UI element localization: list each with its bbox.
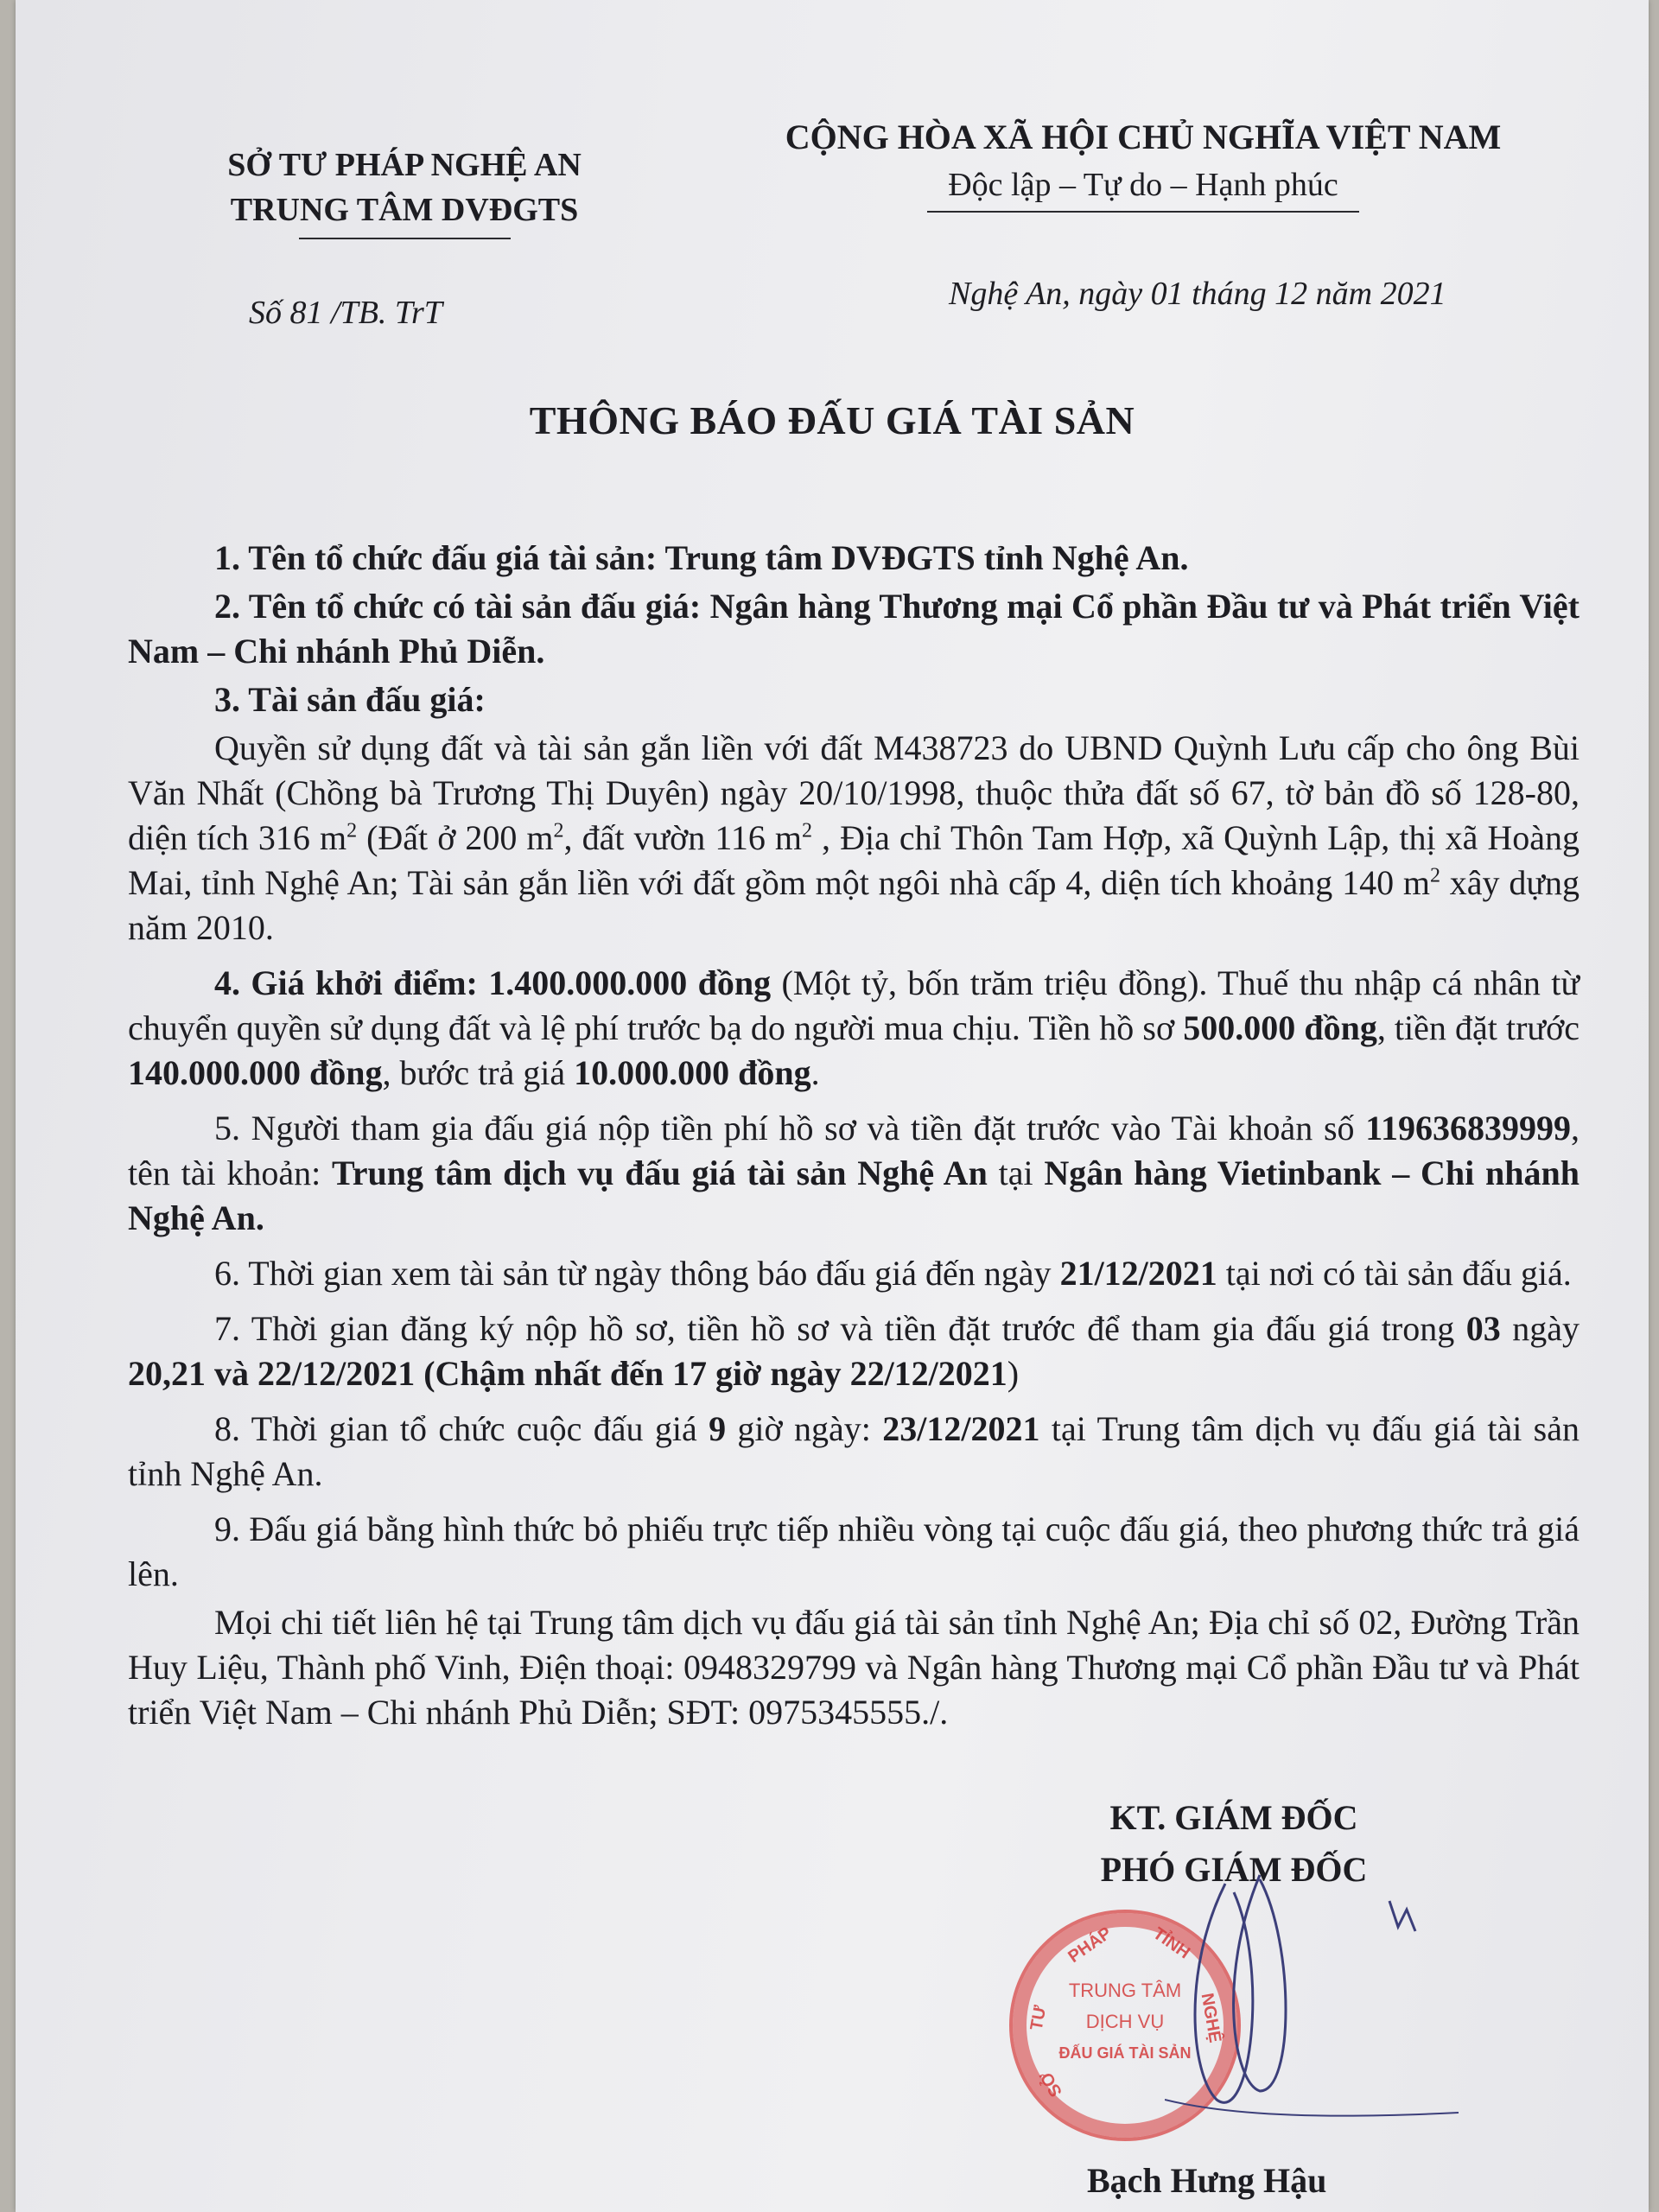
- superscript: 2: [553, 819, 564, 842]
- seal-ring-text: TƯ: [1027, 2004, 1051, 2032]
- item-3-label: [128, 677, 1580, 722]
- item-5-text: 5. Người tham gia đấu giá nộp tiền phí hồ sơ và tiền đặt trước vào Tài khoản số: [214, 1109, 1366, 1147]
- item-8: [128, 1407, 1580, 1497]
- seal-center-line: DỊCH VỤ: [1085, 2011, 1165, 2032]
- contact-text: Mọi chi tiết liên hệ tại Trung tâm dịch vụ đấu giá tài sản tỉnh Nghệ An; Địa chỉ số 02, Đường Trần Huy Liệu, Thành phố Vinh, Điện thoại: 0948329799 và Ngân hàng Thương mại Cổ phần Đầu tư và Phát triển Việt Nam – Chi nhánh Phủ Diễn; SĐT: 0975345555./.: [128, 1603, 1580, 1732]
- agency-underline: [299, 238, 511, 239]
- item-5: [128, 1106, 1580, 1241]
- item-3-label-text: 3. Tài sản đấu giá:: [214, 680, 486, 719]
- auction-date: 23/12/2021: [882, 1409, 1040, 1448]
- agency-name: TRUNG TÂM DVĐGTS: [230, 192, 579, 228]
- item-6-text: 6. Thời gian xem tài sản từ ngày thông báo đấu giá đến ngày: [214, 1254, 1060, 1293]
- starting-price: 1.400.000.000 đồng: [488, 963, 772, 1002]
- seal-ring-text: NGHỆ: [1197, 1992, 1225, 2044]
- item-4: [128, 961, 1580, 1096]
- document-body: [128, 536, 1580, 1745]
- dossier-fee: 500.000 đồng: [1183, 1008, 1377, 1047]
- item-7-text: 7. Thời gian đăng ký nộp hồ sơ, tiền hồ sơ và tiền đặt trước để tham gia đấu giá trong: [214, 1309, 1466, 1348]
- handwritten-signature: [1165, 1866, 1476, 2126]
- contact-info: [128, 1600, 1580, 1735]
- superscript: 2: [1430, 864, 1440, 887]
- item-1: [128, 536, 1580, 581]
- registration-days: 03: [1465, 1309, 1501, 1348]
- document-page: [16, 0, 1649, 2212]
- registration-dates: 20,21 và 22/12/2021 (Chậm nhất đến 17 giờ ngày 22/12/2021: [128, 1354, 1007, 1393]
- item-5-text: tại: [987, 1154, 1045, 1192]
- asset-desc-part: (Đất ở 200 m: [357, 818, 554, 857]
- asset-desc-part: xây dựng năm 2010.: [128, 863, 1580, 947]
- place-and-date: Nghệ An, ngày 01 tháng 12 năm 2021: [949, 276, 1446, 312]
- item-4-text: , tiền đặt trước: [1376, 1008, 1580, 1047]
- seal-ring-text: SỞ: [1036, 2068, 1066, 2101]
- item-1-text: 1. Tên tổ chức đấu giá tài sản: Trung tâm DVĐGTS tỉnh Nghệ An.: [214, 538, 1189, 577]
- item-7-text: ngày: [1500, 1309, 1580, 1348]
- asset-desc-part: , đất vườn 116 m: [563, 818, 803, 857]
- item-6-text: tại nơi có tài sản đấu giá.: [1217, 1254, 1572, 1293]
- account-number: 119636839999: [1365, 1109, 1571, 1147]
- item-6: [128, 1251, 1580, 1296]
- signature-position: PHÓ GIÁM ĐỐC: [1100, 1850, 1368, 1889]
- item-7-text: ): [1007, 1354, 1020, 1393]
- signer-name: Bạch Hưng Hậu: [1087, 2161, 1327, 2200]
- item-7: [128, 1306, 1580, 1396]
- item-3-description: [128, 726, 1580, 950]
- account-name: Trung tâm dịch vụ đấu giá tài sản Nghệ An: [332, 1154, 988, 1192]
- asset-desc-part: Quyền sử dụng đất và tài sản gắn liền với đất M438723 do UBND Quỳnh Lưu cấp cho ông Bùi Văn Nhất (Chồng bà Trương Thị Duyên) ngày 20/10/1998, thuộc thửa đất số 67, tờ bản đồ số 128-80, diện tích 316 m: [128, 728, 1580, 857]
- document-title: THÔNG BÁO ĐẤU GIÁ TÀI SẢN: [529, 398, 1135, 442]
- bank-name: Ngân hàng Vietinbank – Chi nhánh Nghệ An.: [128, 1154, 1580, 1237]
- motto-underline: [927, 211, 1359, 213]
- starting-price-label: 4. Giá khởi điểm:: [214, 963, 489, 1002]
- superscript: 2: [802, 819, 813, 842]
- auction-hour: 9: [709, 1409, 727, 1448]
- signature-authority: KT. GIÁM ĐỐC: [1109, 1798, 1358, 1837]
- viewing-deadline: 21/12/2021: [1059, 1254, 1217, 1293]
- issuing-agency-block: [145, 143, 664, 239]
- agency-parent: SỞ TƯ PHÁP NGHỆ AN: [227, 147, 582, 183]
- item-4-text: , bước trả giá: [382, 1053, 575, 1092]
- superscript: 2: [346, 819, 358, 842]
- item-2-text: 2. Tên tổ chức có tài sản đấu giá: Ngân hàng Thương mại Cổ phần Đầu tư và Phát triển Việt Nam – Chi nhánh Phủ Diễn.: [128, 587, 1580, 671]
- item-9: [128, 1507, 1580, 1597]
- seal-ring-text: PHÁP: [1065, 1923, 1116, 1967]
- seal-center-line: TRUNG TÂM: [1068, 1980, 1182, 2001]
- item-8-text: tại Trung tâm dịch vụ đấu giá tài sản tỉnh Nghệ An.: [128, 1409, 1580, 1493]
- deposit-amount: 140.000.000 đồng: [128, 1053, 383, 1092]
- seal-center-line: ĐẤU GIÁ TÀI SẢN: [1058, 2044, 1192, 2062]
- item-2: [128, 584, 1580, 674]
- item-8-text: giờ ngày:: [726, 1409, 883, 1448]
- item-9-text: 9. Đấu giá bằng hình thức bỏ phiếu trực tiếp nhiều vòng tại cuộc đấu giá, theo phương thức trả giá lên.: [128, 1510, 1580, 1593]
- bid-step: 10.000.000 đồng: [574, 1053, 811, 1092]
- item-4-text: (Một tỷ, bốn trăm triệu đồng). Thuế thu nhập cá nhân từ chuyển quyền sử dụng đất và lệ phí trước bạ do người mua chịu. Tiền hồ sơ: [128, 963, 1580, 1047]
- item-5-text: , tên tài khoản:: [128, 1109, 1580, 1192]
- asset-desc-part: , Địa chỉ Thôn Tam Hợp, xã Quỳnh Lập, thị xã Hoàng Mai, tỉnh Nghệ An; Tài sản gắn liền với đất gồm một ngôi nhà cấp 4, diện tích khoảng 140 m: [128, 818, 1580, 902]
- national-title: CỘNG HÒA XÃ HỘI CHỦ NGHĨA VIỆT NAM: [785, 118, 1502, 156]
- item-8-text: 8. Thời gian tổ chức cuộc đấu giá: [214, 1409, 709, 1448]
- national-heading-block: [724, 112, 1562, 213]
- item-4-text: .: [810, 1053, 820, 1092]
- document-number: Số 81 /TB. TrT: [249, 295, 442, 331]
- national-motto: Độc lập – Tự do – Hạnh phúc: [948, 167, 1338, 203]
- seal-ring-text: TỈNH: [1149, 1923, 1194, 1963]
